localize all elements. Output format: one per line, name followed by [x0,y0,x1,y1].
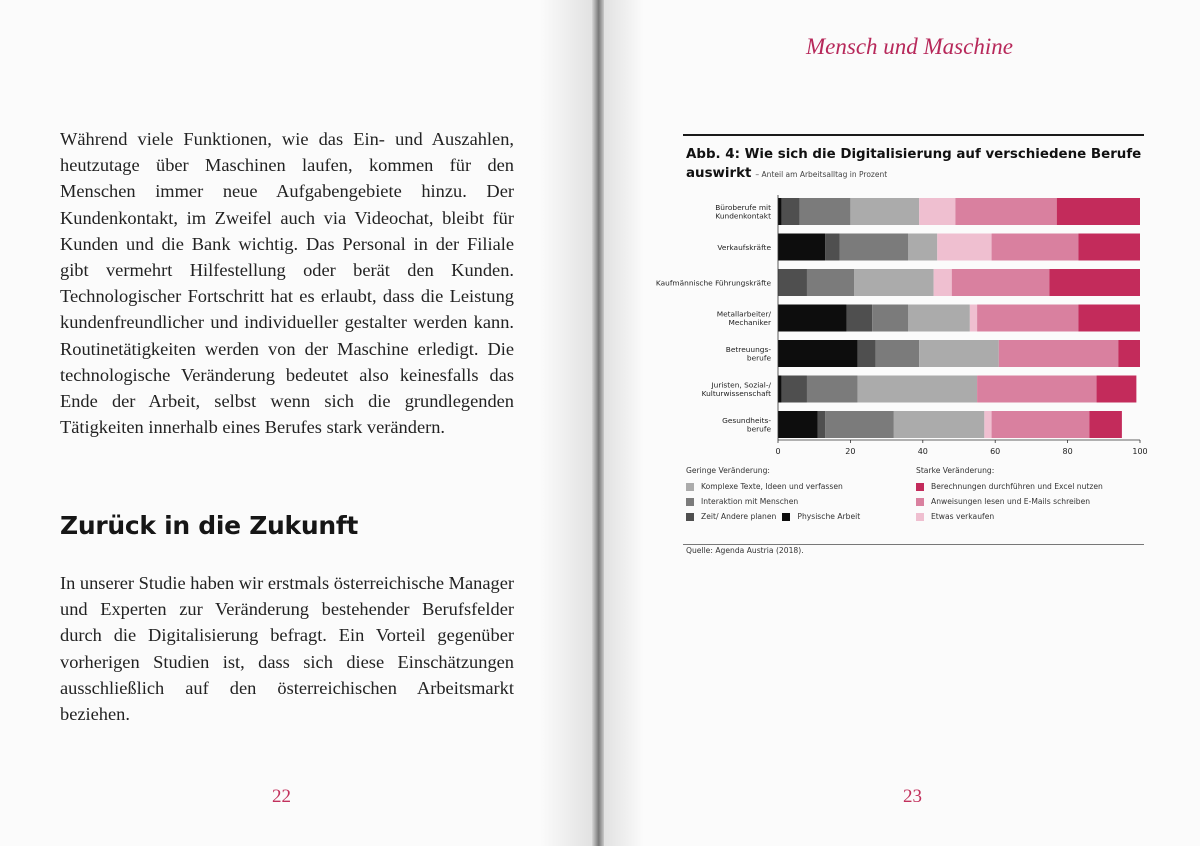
page-shadow [540,0,592,846]
figure-bottom-rule [683,544,1144,545]
stacked-bar-chart [655,190,1148,462]
bar-segment [1118,340,1140,367]
legend-label: Komplexe Texte, Ideen und verfassen [701,482,843,491]
bar-segment [952,269,1050,296]
bar-segment [850,198,919,225]
x-tick-label: 0 [775,447,781,456]
legend-item [916,509,1142,524]
bar-segment [876,340,919,367]
legend-heading: Geringe Veränderung: [686,466,770,475]
bar-segment [955,198,1056,225]
category-label: Metallarbeiter/ Mechaniker [716,309,771,328]
category-label: Juristen, Sozial-/ Kulturwissenschaft [701,380,771,399]
bar-segment [800,198,851,225]
bar-segment [778,411,818,438]
bar-segment [937,234,991,261]
category-label: Betreuungs-berufe [725,345,771,363]
legend-label: Physische Arbeit [797,512,861,521]
legend-item [686,509,776,524]
bar-segment [919,198,955,225]
bar-segment [992,411,1090,438]
body-paragraph: Während viele Funktionen, wie das Ein- und Auszahlen, heutzutage über Maschinen laufen, kommen für den Menschen immer neue Aufgabengebiete hinzu. Der Kundenkontakt, im Zweifel auch via Videochat, bleibt für Kunden und die Bank wichtig. Das Personal in der Filiale gibt vermehrt Hilfestellung oder berät den Kunden. Technologischer Fortschritt hat es erlaubt, dass die Leistung kundenfreundlicher und individueller gestalter werden kann. Routinetätigkeiten werden von der Maschine erledigt. Die technologische Veränderung bedeutet also keinesfalls das Ende der Arbeit, selbst wenn sich die grundlegenden Tätigkeiten innerhalb eines Berufes stark verändern. [60,129,514,438]
bar-segment [970,305,977,332]
bar-segment [778,376,782,403]
section-heading: Zurück in die Zukunft [60,511,359,540]
bar-segment [872,305,908,332]
category-label: Verkaufskräfte [717,243,771,252]
x-tick-label: 20 [845,447,856,456]
bar-segment [894,411,985,438]
bar-segment [1057,198,1140,225]
bar-segment [858,340,876,367]
legend-item [686,479,905,494]
bar-segment [778,269,807,296]
page-number: 23 [903,786,922,807]
legend-items [916,479,1148,524]
category-label: Gesundheits-berufe [722,416,771,434]
legend-item [916,494,1142,509]
bar-segment [1089,411,1122,438]
bar-segment [847,305,872,332]
bar-segment [984,411,991,438]
legend-label: Anweisungen lesen und E-Mails schreiben [931,497,1091,506]
bar-segment [778,340,858,367]
legend-label: Etwas verkaufen [931,512,995,521]
page-shadow [604,0,644,846]
legend-high-change [916,466,1148,524]
legend-swatch [686,483,694,491]
bar-segment [840,234,909,261]
bar-segment [854,269,934,296]
x-tick-label: 60 [990,447,1001,456]
bar-segment [999,340,1118,367]
legend-item [782,509,860,524]
legend-swatch [916,513,924,521]
legend-heading: Starke Veränderung: [916,466,995,475]
legend-label: Zeit/ Andere planen [701,512,777,521]
legend-item [686,494,905,509]
figure-title-text: Abb. 4: Wie sich die Digitalisierung auf verschiedene Berufe auswirkt [686,147,1142,181]
legend-items [686,479,911,524]
bar-segment [782,198,800,225]
x-tick-label: 40 [917,447,928,456]
page-number: 22 [272,786,291,807]
figure-subtitle: – Anteil am Arbeitsalltag in Prozent [755,170,888,179]
x-tick-label: 80 [1062,447,1073,456]
figure-top-rule [683,134,1144,136]
legend-swatch [916,483,924,491]
legend-swatch [686,513,694,521]
category-label: Büroberufe mit Kundenkontakt [715,203,771,221]
bar-segment [934,269,952,296]
bar-segment [818,411,825,438]
x-tick-label: 100 [1132,447,1148,456]
bar-segment [825,411,894,438]
bar-segment [778,305,847,332]
legend-label: Interaktion mit Menschen [701,497,799,506]
bar-segment [825,234,839,261]
bar-segment [807,376,858,403]
figure-title [686,145,1146,184]
legend-swatch [916,498,924,506]
bar-segment [919,340,999,367]
bar-segment [858,376,977,403]
body-paragraph: In unserer Studie haben wir erstmals österreichische Manager und Experten zur Veränderung bestehender Berufsfelder durch die Digitalisierung befragt. Ein Vorteil gegenüber vorherigen Studien ist, dass sich diese Einschätzungen ausschließlich auf den österreichischen Arbeitsmarkt beziehen. [60,573,514,725]
bar-segment [778,234,825,261]
bar-segment [782,376,807,403]
legend-item [916,479,1142,494]
legend-label: Berechnungen durchführen und Excel nutzen [931,482,1103,491]
legend-low-change [686,466,911,524]
bar-segment [1050,269,1141,296]
bar-segment [977,376,1096,403]
source-note: Quelle: Agenda Austria (2018). [686,546,804,555]
book-gutter [592,0,604,846]
bar-segment [778,198,782,225]
bar-segment [992,234,1079,261]
bar-segment [1078,234,1140,261]
bar-segment [1097,376,1137,403]
left-page [0,0,592,846]
legend-swatch [782,513,790,521]
bar-segment [807,269,854,296]
legend-swatch [686,498,694,506]
bar-segment [977,305,1078,332]
bar-segment [908,234,937,261]
bar-segment [908,305,970,332]
bar-segment [1078,305,1140,332]
category-label: Kaufmännische Führungskräfte [655,278,771,288]
running-head: Mensch und Maschine [806,34,1013,59]
